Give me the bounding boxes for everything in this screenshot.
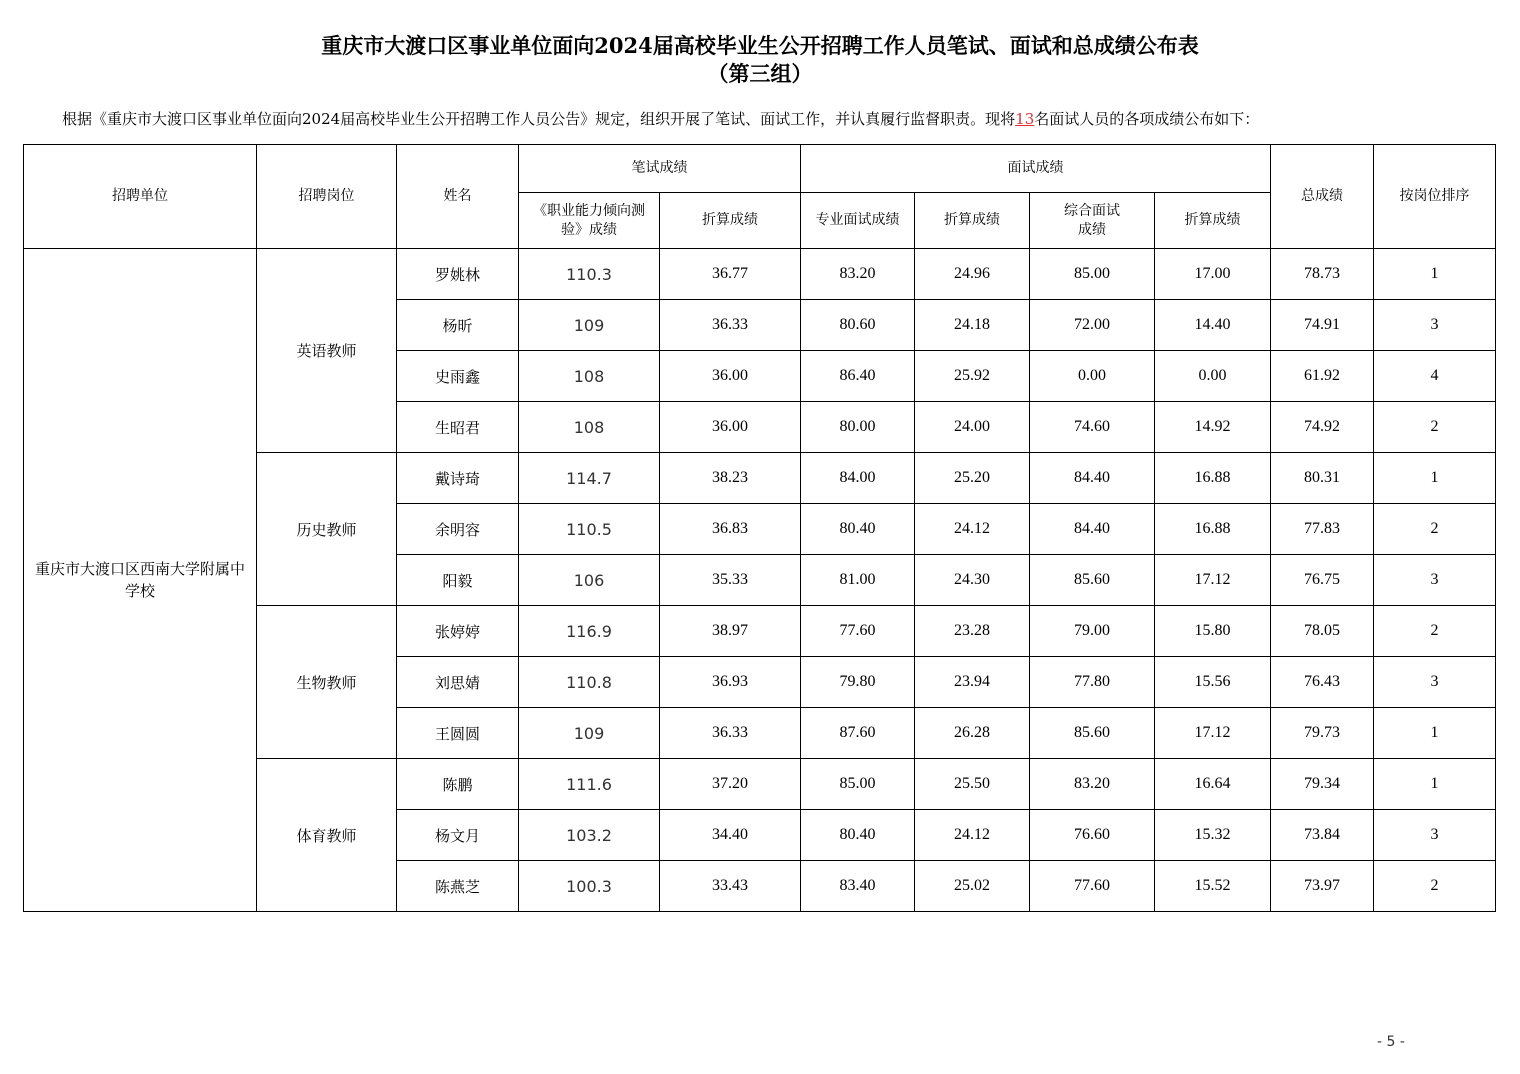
document-subtitle: （第三组）	[707, 61, 813, 86]
written-converted-cell: 36.83	[660, 504, 801, 555]
comp-interview-cell: 84.40	[1030, 453, 1155, 504]
table-row	[24, 249, 1496, 300]
comp-converted-cell: 17.00	[1155, 249, 1271, 300]
written-score-cell: 116.9	[519, 606, 660, 657]
written-converted-cell: 36.77	[660, 249, 801, 300]
header-prof-interview: 专业面试成绩	[801, 193, 915, 249]
comp-interview-cell: 79.00	[1030, 606, 1155, 657]
written-score-cell: 114.7	[519, 453, 660, 504]
candidate-name: 杨文月	[397, 810, 519, 861]
table-body	[24, 249, 1496, 912]
comp-converted-cell: 16.88	[1155, 504, 1271, 555]
written-score-cell: 110.8	[519, 657, 660, 708]
written-converted-cell: 38.23	[660, 453, 801, 504]
candidate-name: 生昭君	[397, 402, 519, 453]
written-score-cell: 106	[519, 555, 660, 606]
prof-converted-cell: 23.28	[915, 606, 1030, 657]
prof-converted-cell: 25.92	[915, 351, 1030, 402]
header-prof-converted: 折算成绩	[915, 193, 1030, 249]
written-score-cell: 110.3	[519, 249, 660, 300]
comp-interview-cell: 85.00	[1030, 249, 1155, 300]
total-score-cell: 77.83	[1271, 504, 1374, 555]
prof-interview-cell: 87.60	[801, 708, 915, 759]
rank-cell: 1	[1374, 453, 1496, 504]
position-cell: 英语教师	[257, 249, 397, 453]
prof-converted-cell: 23.94	[915, 657, 1030, 708]
prof-converted-cell: 24.00	[915, 402, 1030, 453]
rank-cell: 1	[1374, 708, 1496, 759]
total-score-cell: 76.43	[1271, 657, 1374, 708]
prof-interview-cell: 86.40	[801, 351, 915, 402]
comp-interview-cell: 72.00	[1030, 300, 1155, 351]
candidate-name: 王圆圆	[397, 708, 519, 759]
prof-interview-cell: 80.00	[801, 402, 915, 453]
written-converted-cell: 35.33	[660, 555, 801, 606]
prof-converted-cell: 25.20	[915, 453, 1030, 504]
comp-converted-cell: 17.12	[1155, 555, 1271, 606]
candidate-name: 史雨鑫	[397, 351, 519, 402]
intro-count: 13	[1015, 110, 1035, 128]
total-score-cell: 73.97	[1271, 861, 1374, 912]
intro-paragraph	[62, 108, 1259, 129]
comp-interview-cell: 84.40	[1030, 504, 1155, 555]
written-converted-cell: 36.33	[660, 300, 801, 351]
written-score-cell: 111.6	[519, 759, 660, 810]
written-converted-cell: 34.40	[660, 810, 801, 861]
written-converted-cell: 38.97	[660, 606, 801, 657]
header-rank: 按岗位排序	[1374, 145, 1496, 249]
header-comp-interview-text: 综合面试成绩	[1064, 202, 1120, 238]
position-cell: 历史教师	[257, 453, 397, 606]
header-written-score-text: 《职业能力倾向测验》成绩	[533, 202, 645, 238]
header-total: 总成绩	[1271, 145, 1374, 249]
comp-interview-cell: 74.60	[1030, 402, 1155, 453]
written-score-cell: 110.5	[519, 504, 660, 555]
prof-converted-cell: 24.18	[915, 300, 1030, 351]
total-score-cell: 74.92	[1271, 402, 1374, 453]
total-score-cell: 79.73	[1271, 708, 1374, 759]
candidate-name: 罗姚林	[397, 249, 519, 300]
candidate-name: 杨昕	[397, 300, 519, 351]
intro-text-after: 名面试人员的各项成绩公布如下：	[1034, 110, 1260, 128]
score-table	[23, 144, 1496, 912]
rank-cell: 2	[1374, 606, 1496, 657]
total-score-cell: 76.75	[1271, 555, 1374, 606]
written-score-cell: 109	[519, 708, 660, 759]
prof-converted-cell: 24.96	[915, 249, 1030, 300]
page-number: - 5 -	[1377, 1034, 1405, 1050]
position-cell: 体育教师	[257, 759, 397, 912]
comp-interview-cell: 83.20	[1030, 759, 1155, 810]
prof-converted-cell: 24.30	[915, 555, 1030, 606]
total-score-cell: 73.84	[1271, 810, 1374, 861]
header-comp-converted: 折算成绩	[1155, 193, 1271, 249]
prof-interview-cell: 83.40	[801, 861, 915, 912]
written-score-cell: 103.2	[519, 810, 660, 861]
written-converted-cell: 36.93	[660, 657, 801, 708]
header-written-converted: 折算成绩	[660, 193, 801, 249]
rank-cell: 3	[1374, 555, 1496, 606]
comp-converted-cell: 0.00	[1155, 351, 1271, 402]
prof-converted-cell: 24.12	[915, 504, 1030, 555]
unit-cell	[24, 249, 257, 912]
candidate-name: 阳毅	[397, 555, 519, 606]
prof-interview-cell: 80.60	[801, 300, 915, 351]
written-score-cell: 108	[519, 351, 660, 402]
rank-cell: 4	[1374, 351, 1496, 402]
prof-interview-cell: 77.60	[801, 606, 915, 657]
header-position: 招聘岗位	[257, 145, 397, 249]
written-score-cell: 109	[519, 300, 660, 351]
rank-cell: 2	[1374, 402, 1496, 453]
comp-converted-cell: 14.92	[1155, 402, 1271, 453]
header-written-score	[519, 193, 660, 249]
header-comp-interview	[1030, 193, 1155, 249]
comp-converted-cell: 15.52	[1155, 861, 1271, 912]
written-converted-cell: 37.20	[660, 759, 801, 810]
candidate-name: 陈鹏	[397, 759, 519, 810]
written-converted-cell: 36.00	[660, 351, 801, 402]
total-score-cell: 78.05	[1271, 606, 1374, 657]
comp-interview-cell: 85.60	[1030, 555, 1155, 606]
comp-interview-cell: 76.60	[1030, 810, 1155, 861]
total-score-cell: 61.92	[1271, 351, 1374, 402]
comp-converted-cell: 15.56	[1155, 657, 1271, 708]
comp-converted-cell: 16.64	[1155, 759, 1271, 810]
comp-converted-cell: 14.40	[1155, 300, 1271, 351]
rank-cell: 1	[1374, 249, 1496, 300]
prof-interview-cell: 83.20	[801, 249, 915, 300]
intro-text-before: 根据《重庆市大渡口区事业单位面向2024届高校毕业生公开招聘工作人员公告》规定，组织开展了笔试、面试工作，并认真履行监督职责。现将	[62, 110, 1016, 128]
candidate-name: 戴诗琦	[397, 453, 519, 504]
written-converted-cell: 36.33	[660, 708, 801, 759]
header-unit: 招聘单位	[24, 145, 257, 249]
total-score-cell: 74.91	[1271, 300, 1374, 351]
rank-cell: 2	[1374, 861, 1496, 912]
prof-interview-cell: 85.00	[801, 759, 915, 810]
candidate-name: 刘思婧	[397, 657, 519, 708]
prof-interview-cell: 79.80	[801, 657, 915, 708]
candidate-name: 余明容	[397, 504, 519, 555]
header-written-group: 笔试成绩	[519, 145, 801, 193]
total-score-cell: 79.34	[1271, 759, 1374, 810]
prof-converted-cell: 26.28	[915, 708, 1030, 759]
prof-interview-cell: 81.00	[801, 555, 915, 606]
comp-converted-cell: 15.32	[1155, 810, 1271, 861]
candidate-name: 张婷婷	[397, 606, 519, 657]
comp-converted-cell: 15.80	[1155, 606, 1271, 657]
rank-cell: 1	[1374, 759, 1496, 810]
candidate-name: 陈燕芝	[397, 861, 519, 912]
total-score-cell: 80.31	[1271, 453, 1374, 504]
position-cell: 生物教师	[257, 606, 397, 759]
document-title: 重庆市大渡口区事业单位面向2024届高校毕业生公开招聘工作人员笔试、面试和总成绩公布表	[321, 33, 1199, 58]
written-score-cell: 100.3	[519, 861, 660, 912]
rank-cell: 3	[1374, 657, 1496, 708]
comp-converted-cell: 16.88	[1155, 453, 1271, 504]
written-converted-cell: 36.00	[660, 402, 801, 453]
header-name: 姓名	[397, 145, 519, 249]
rank-cell: 3	[1374, 300, 1496, 351]
prof-converted-cell: 25.50	[915, 759, 1030, 810]
comp-interview-cell: 85.60	[1030, 708, 1155, 759]
prof-interview-cell: 84.00	[801, 453, 915, 504]
comp-interview-cell: 0.00	[1030, 351, 1155, 402]
comp-interview-cell: 77.80	[1030, 657, 1155, 708]
header-interview-group: 面试成绩	[801, 145, 1271, 193]
total-score-cell: 78.73	[1271, 249, 1374, 300]
comp-interview-cell: 77.60	[1030, 861, 1155, 912]
rank-cell: 2	[1374, 504, 1496, 555]
rank-cell: 3	[1374, 810, 1496, 861]
written-converted-cell: 33.43	[660, 861, 801, 912]
prof-converted-cell: 25.02	[915, 861, 1030, 912]
unit-name: 重庆市大渡口区西南大学附属中学校	[34, 560, 245, 600]
written-score-cell: 108	[519, 402, 660, 453]
prof-interview-cell: 80.40	[801, 504, 915, 555]
prof-converted-cell: 24.12	[915, 810, 1030, 861]
prof-interview-cell: 80.40	[801, 810, 915, 861]
comp-converted-cell: 17.12	[1155, 708, 1271, 759]
